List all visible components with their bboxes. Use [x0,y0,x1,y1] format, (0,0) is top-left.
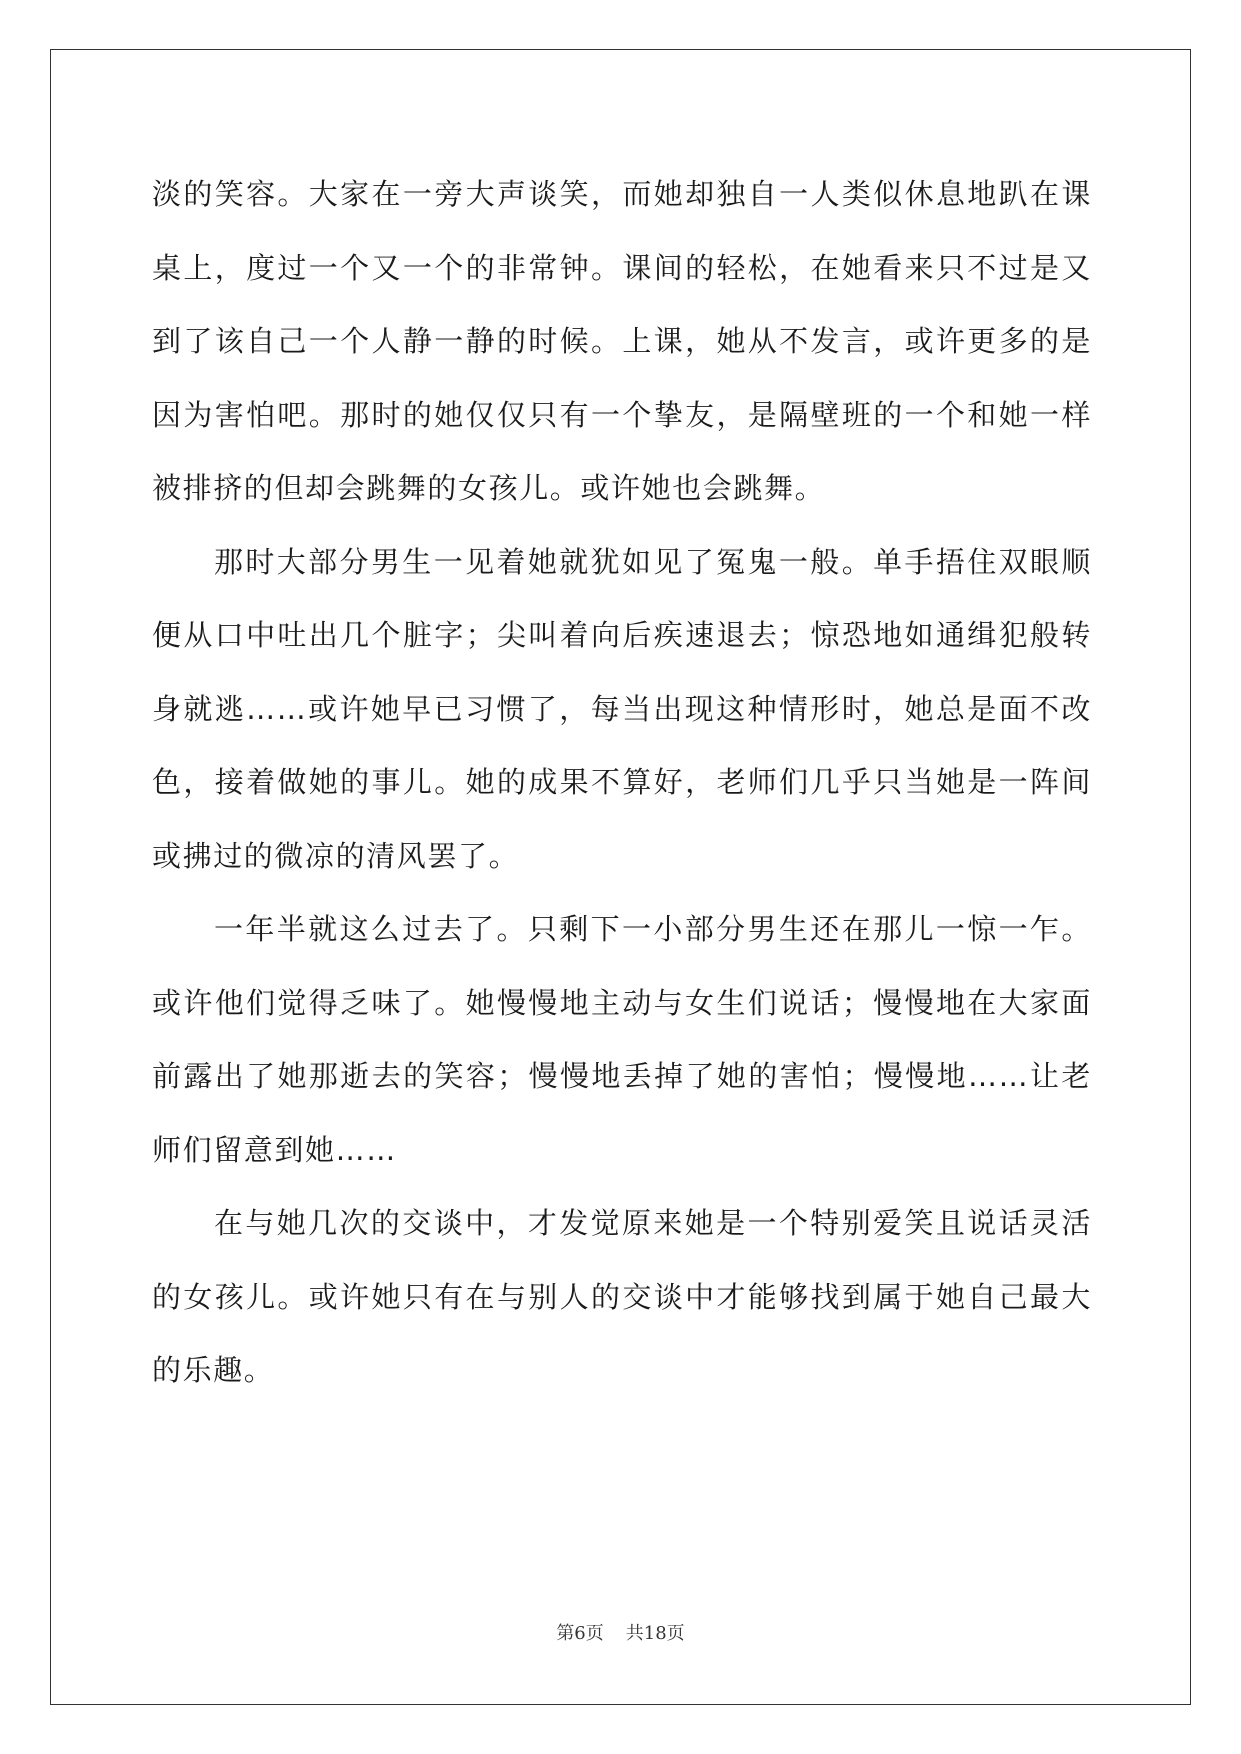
page-footer [0,1619,1241,1645]
paragraph-4: 在与她几次的交谈中，才发觉原来她是一个特别爱笑且说话灵活的女孩儿。或许她只有在与别人的交谈中才能够找到属于她自己最大的乐趣。 [152,1206,1092,1387]
paragraph-1: 淡的笑容。大家在一旁大声谈笑，而她却独自一人类似休息地趴在课桌上，度过一个又一个的非常钟。课间的轻松，在她看来只不过是又到了该自己一个人静一静的时候。上课，她从不发言，或许更多的是因为害怕吧。那时的她仅仅只有一个挚友，是隔壁班的一个和她一样被排挤的但却会跳舞的女孩儿。或许她也会跳舞。 [152,177,1092,505]
page-number: 第6页 [556,1623,604,1644]
paragraph-3: 一年半就这么过去了。只剩下一小部分男生还在那儿一惊一乍。或许他们觉得乏味了。她慢慢地主动与女生们说话；慢慢地在大家面前露出了她那逝去的笑容；慢慢地丢掉了她的害怕；慢慢地……让老师们留意到她…… [152,912,1092,1167]
page-total: 共18页 [625,1623,685,1644]
document-body [152,158,1092,1408]
paragraph-2: 那时大部分男生一见着她就犹如见了冤鬼一般。单手捂住双眼顺便从口中吐出几个脏字；尖叫着向后疾速退去；惊恐地如通缉犯般转身就逃……或许她早已习惯了，每当出现这种情形时，她总是面不改色，接着做她的事儿。她的成果不算好，老师们几乎只当她是一阵间或拂过的微凉的清风罢了。 [152,544,1092,873]
